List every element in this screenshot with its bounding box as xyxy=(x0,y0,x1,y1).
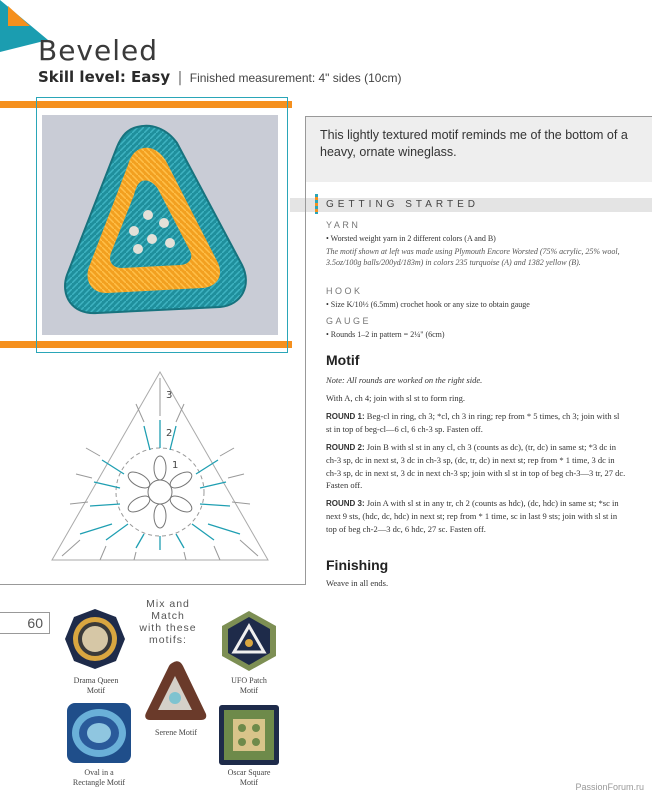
round-1 xyxy=(326,410,626,436)
ufo-patch-line-1: UFO Patch xyxy=(231,676,267,685)
ufo-patch-caption xyxy=(209,676,289,696)
motif-note: Note: All rounds are worked on the right side. xyxy=(326,375,483,385)
round-2-text: Join B with sl st in any cl, ch 3 (counts as dc), (tr, dc) in same st; *3 dc in ch-3 sp, dc in next st, 3 dc in ch-3 sp, (dc, tr, dc) in next st; rep from * 1 time, 3 dc in ch-3 sp, dc in next st, 3 dc in next ch-3 sp; join with sl st in top of beg ch-3—3 tr, 27 dc. Fasten off. xyxy=(326,442,626,490)
subtitle-separator: | xyxy=(177,70,183,86)
round-1-text: Beg-cl in ring, ch 3; *cl, ch 3 in ring; rep from * 5 times, ch 3; join with sl st in top of beg-cl—6 cl, 6 ch-3 sp. Fasten off. xyxy=(326,411,620,435)
mix-match-title xyxy=(128,598,208,646)
oscar-square-line-2: Motif xyxy=(239,778,259,787)
hook-label: HOOK xyxy=(326,286,363,296)
getting-started-accent xyxy=(315,194,318,214)
chart-label-round-2: 2 xyxy=(166,428,173,439)
oval-rectangle-caption xyxy=(58,768,140,788)
chart-divider xyxy=(0,584,306,585)
gauge-item: • Rounds 1–2 in pattern = 2¼" (6cm) xyxy=(326,330,445,339)
oval-rectangle-line-2: Rectangle Motif xyxy=(72,778,126,787)
column-divider xyxy=(305,182,306,584)
ufo-patch-line-2: Motif xyxy=(239,686,259,695)
chart-label-round-1: 1 xyxy=(172,460,179,471)
mix-title-line-2: with these xyxy=(139,622,197,634)
intro-box xyxy=(305,116,652,182)
watermark: PassionForum.ru xyxy=(575,782,644,792)
drama-queen-line-2: Motif xyxy=(86,686,106,695)
page-title: Beveled xyxy=(38,34,159,67)
serene-line-1: Serene Motif xyxy=(155,728,197,737)
serene-swatch xyxy=(144,660,208,722)
oscar-square-caption xyxy=(209,768,289,788)
mix-title-line-3: motifs: xyxy=(149,634,187,646)
intro-text: This lightly textured motif reminds me of the bottom of a heavy, ornate wineglass. xyxy=(320,128,628,159)
finished-measurement: Finished measurement: 4" sides (10cm) xyxy=(189,71,402,85)
skill-level: Skill level: Easy xyxy=(38,68,171,86)
drama-queen-line-1: Drama Queen xyxy=(73,676,119,685)
drama-queen-swatch xyxy=(64,608,126,670)
round-2 xyxy=(326,441,626,491)
motif-photo xyxy=(42,115,278,335)
subtitle xyxy=(38,68,401,86)
gauge-label: GAUGE xyxy=(326,316,372,326)
crochet-chart xyxy=(40,364,280,574)
motif-heading: Motif xyxy=(326,352,360,368)
round-1-label: ROUND 1: xyxy=(326,412,365,421)
hook-item: • Size K/10½ (6.5mm) crochet hook or any size to obtain gauge xyxy=(326,300,530,309)
oval-rectangle-line-1: Oval in a xyxy=(84,768,114,777)
chart-label-round-3: 3 xyxy=(166,390,173,401)
serene-caption xyxy=(136,728,216,738)
finishing-text: Weave in all ends. xyxy=(326,578,389,588)
oval-rectangle-swatch xyxy=(66,702,132,764)
oscar-square-line-1: Oscar Square xyxy=(227,768,271,777)
drama-queen-caption xyxy=(56,676,136,696)
getting-started-heading: GETTING STARTED xyxy=(326,199,479,210)
ufo-patch-swatch xyxy=(218,610,280,672)
round-3 xyxy=(326,497,626,535)
motif-start: With A, ch 4; join with sl st to form ring. xyxy=(326,393,465,403)
mix-title-line-1: Mix and Match xyxy=(146,598,190,622)
yarn-label: YARN xyxy=(326,220,361,230)
round-2-label: ROUND 2: xyxy=(326,443,365,452)
page-number: 60 xyxy=(0,612,50,634)
oscar-square-swatch xyxy=(218,704,280,766)
finishing-heading: Finishing xyxy=(326,557,389,573)
round-3-label: ROUND 3: xyxy=(326,499,365,508)
yarn-note: The motif shown at left was made using Plymouth Encore Worsted (75% acrylic, 25% wool, 3.5oz/100g balls/200yd/183m) in colors 235 turquoise (A) and 1382 yellow (B). xyxy=(326,247,620,267)
yarn-item: • Worsted weight yarn in 2 different colors (A and B) xyxy=(326,234,496,243)
round-3-text: Join A with sl st in any tr, ch 2 (counts as hdc), (dc, hdc) in same st; *sc in next 9 sts, (hdc, dc, hdc) in next st; rep from * 1 time, sc in last 9 sts; join with sl st in top of beg ch-2—3 dc, 6 hdc, 27 sc. Fasten off. xyxy=(326,498,619,534)
